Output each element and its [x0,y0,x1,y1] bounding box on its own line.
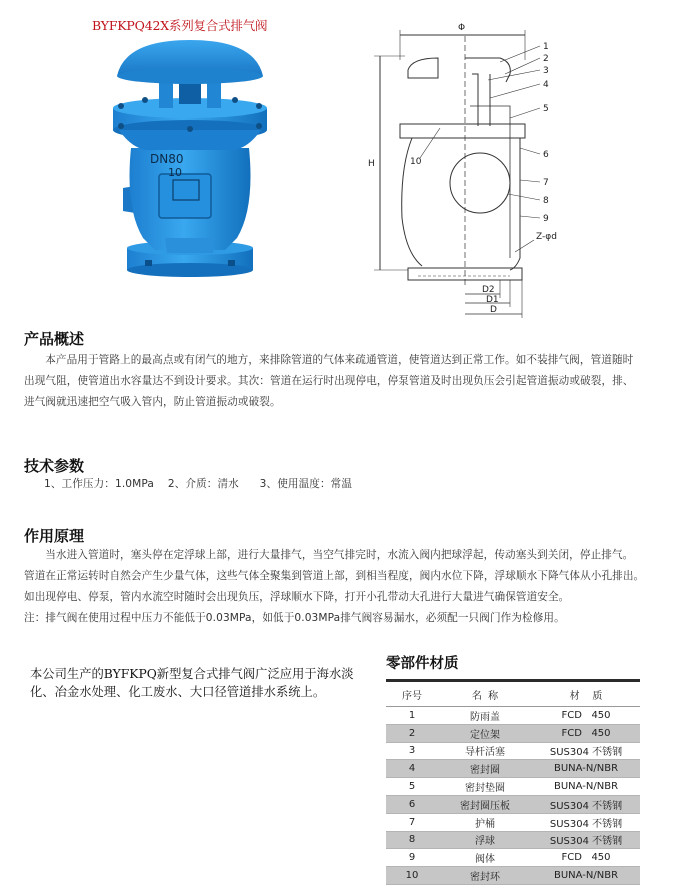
table-row [386,778,640,796]
callout-1: 1 [543,42,549,52]
dim-phi: Φ [458,23,466,33]
callout-4: 4 [543,80,549,90]
part-no: 9 [386,849,438,867]
principle-heading: 作用原理 [24,527,85,545]
part-material: SUS304 不锈钢 [532,795,640,813]
principle-line: 管道在正常运转时自然会产生少量气体，这些气体全聚集到管道上部，到相当程度，阀内水位下降，浮球顺水下降气体从小孔排出。 [24,570,645,582]
part-material: BUNA-N/NBR [532,778,640,796]
overview-line: 进气阀就迅速把空气吸入管内，防止管道振动或破裂。 [24,396,281,408]
part-material: BUNA-N/NBR [532,867,640,885]
part-name: 阀体 [438,849,532,867]
part-no: 1 [386,707,438,725]
overview-line: 本产品用于管路上的最高点或有闭气的地方，来排除管道的气体来疏通管道，使管道达到正常工作。如不装排气阀，管道随时 [45,354,634,366]
principle-line: 如出现停电、停泵，管内水流空时随时会出现负压，浮球顺水下降，打开小孔带动大孔进行大量进气确保管道安全。 [24,591,570,603]
dim-h: H [368,159,375,169]
part-name: 定位架 [438,724,532,742]
parts-heading: 零部件材质 [386,656,459,672]
part-no: 8 [386,831,438,849]
part-name: 防雨盖 [438,707,532,725]
overview-heading: 产品概述 [24,330,85,348]
part-material: BUNA-N/NBR [532,760,640,778]
callout-10: 10 [410,157,422,167]
part-material: FCD 450 [532,724,640,742]
company-note: 本公司生产的BYFKPQ新型复合式排气阀广泛应用于海水淡化、冶金水处理、化工废水、大口径管道排水系统上。 [30,667,354,699]
part-name: 密封圈 [438,760,532,778]
dim-z: Z-φd [536,232,557,242]
dim-d1: D1 [486,295,499,305]
part-name: 密封环 [438,867,532,885]
table-row [386,849,640,867]
table-row [386,813,640,831]
table-row [386,724,640,742]
part-material: SUS304 不锈钢 [532,831,640,849]
table-row [386,795,640,813]
callout-3: 3 [543,66,549,76]
table-row [386,760,640,778]
overview-line: 出现气阻，使管道出水容量达不到设计要求。其次：管道在运行时出现停电，停泵管道及时出现负压会引起管道振动或破裂，排、 [24,375,634,387]
part-name: 导杆活塞 [438,742,532,760]
callout-6: 6 [543,150,549,160]
table-row [386,707,640,725]
table-row [386,831,640,849]
sectional-drawing [360,18,575,330]
part-no: 2 [386,724,438,742]
part-no: 10 [386,867,438,885]
pressure-label: 10 [168,166,182,179]
part-name: 护桶 [438,813,532,831]
specs-heading: 技术参数 [24,457,85,475]
col-name: 名 称 [438,681,532,707]
part-name: 密封圈压板 [438,795,532,813]
part-no: 6 [386,795,438,813]
product-title: BYFKPQ42X系列复合式排气阀 [92,18,268,33]
principle-text [24,545,694,629]
part-name: 密封垫圈 [438,778,532,796]
part-no: 5 [386,778,438,796]
dim-d2: D2 [482,285,495,295]
part-no: 3 [386,742,438,760]
table-row [386,867,640,885]
overview-text [24,350,684,413]
callout-5: 5 [543,104,549,114]
part-material: FCD 450 [532,707,640,725]
callout-8: 8 [543,196,549,206]
col-no: 序号 [386,681,438,707]
valve-photo [95,38,285,283]
dim-d: D [490,305,497,315]
principle-line: 当水进入管道时，塞头停在定浮球上部，进行大量排气，当空气排完时，水流入阀内把球浮起，传动塞头到关闭，停止排气。 [45,549,634,561]
callout-7: 7 [543,178,549,188]
part-material: SUS304 不锈钢 [532,742,640,760]
col-material: 材 质 [532,681,640,707]
specs-line: 1、工作压力：1.0MPa 2、介质：清水 3、使用温度：常温 [44,478,353,490]
part-material: FCD 450 [532,849,640,867]
callout-2: 2 [543,54,549,64]
table-row [386,742,640,760]
callout-9: 9 [543,214,549,224]
part-material: SUS304 不锈钢 [532,813,640,831]
parts-table [386,679,640,885]
principle-line: 注：排气阀在使用过程中压力不能低于0.03MPa，如低于0.03MPa排气阀容易漏水，必须配一只阀门作为检修用。 [24,612,565,624]
part-no: 4 [386,760,438,778]
part-name: 浮球 [438,831,532,849]
part-no: 7 [386,813,438,831]
size-label: DN80 [150,152,184,166]
